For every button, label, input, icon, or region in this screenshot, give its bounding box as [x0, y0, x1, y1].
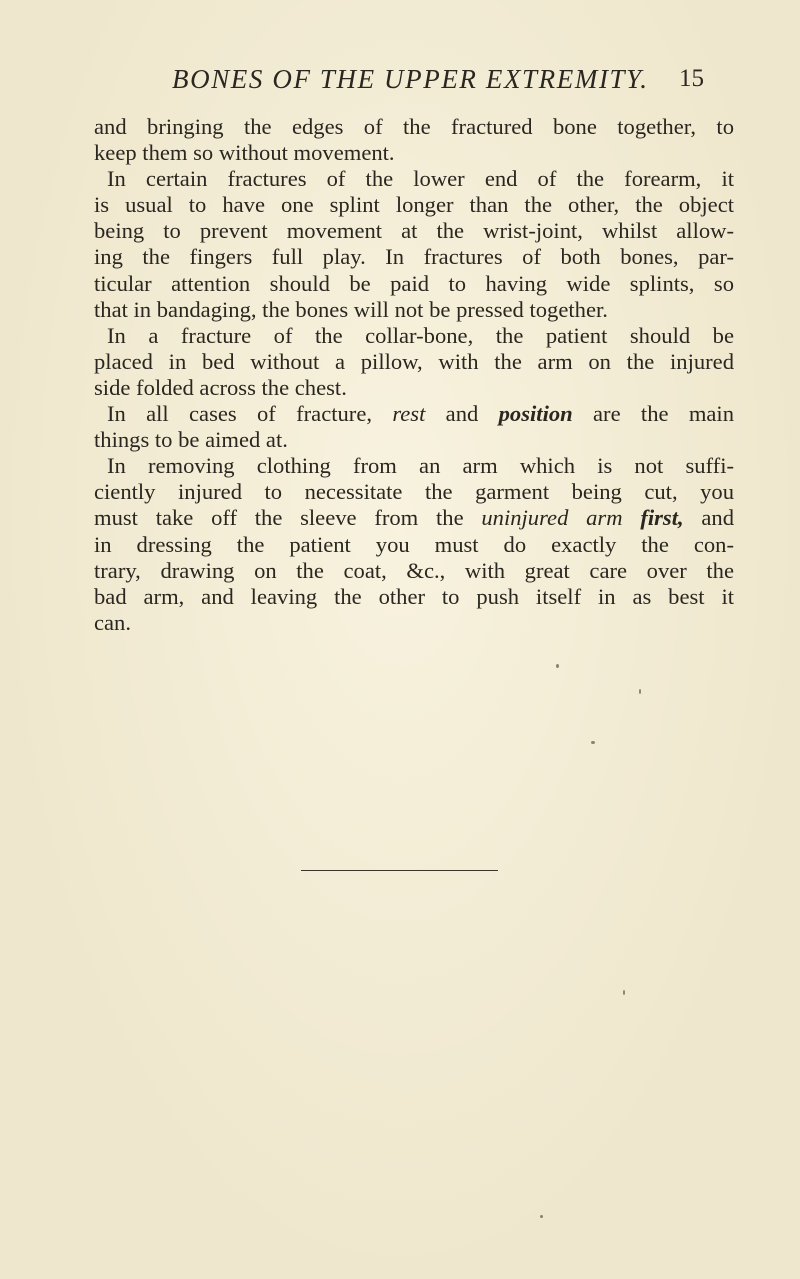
- section-end-rule: [301, 870, 498, 871]
- text-run: In all cases of fracture,: [107, 401, 393, 427]
- text-line: being to prevent movement at the wrist-joint, whilst allow-: [94, 218, 734, 244]
- page-header: [0, 64, 800, 104]
- running-head: BONES OF THE UPPER EXTREMITY.: [172, 64, 649, 94]
- paragraph-start-line: In removing clothing from an arm which is not suffi-: [107, 453, 734, 479]
- text-run: and: [701, 505, 735, 531]
- text-line: trary, drawing on the coat, &c., with great care over the: [94, 557, 734, 583]
- emphasis-position: position: [498, 401, 573, 427]
- paper-speck: [540, 1215, 543, 1218]
- text-line: keep them so without movement.: [94, 140, 395, 166]
- paragraph-start-line: In certain fractures of the lower end of the forearm, it: [107, 166, 734, 192]
- text-line: that in bandaging, the bones will not be pressed together.: [94, 296, 608, 322]
- emphasis-first: first,: [640, 505, 684, 531]
- paper-speck: [639, 689, 641, 694]
- text-line: [94, 505, 734, 531]
- page-number: 15: [679, 65, 704, 92]
- text-run: must take off the sleeve from the: [94, 505, 464, 531]
- paper-speck: [591, 741, 595, 744]
- text-run: and: [425, 401, 499, 427]
- text-line: side folded across the chest.: [94, 374, 347, 400]
- paper-speck: [623, 990, 625, 995]
- paragraph-start-line: In a fracture of the collar-bone, the patient should be: [107, 322, 734, 348]
- emphasis-uninjured-arm: uninjured arm: [481, 505, 623, 531]
- text-line: bad arm, and leaving the other to push itself in as best it: [94, 583, 734, 609]
- text-line: ciently injured to necessitate the garment being cut, you: [94, 479, 734, 505]
- text-line: is usual to have one splint longer than the other, the object: [94, 192, 734, 218]
- text-line: in dressing the patient you must do exactly the con-: [94, 531, 734, 557]
- text-line: and bringing the edges of the fractured bone together, to: [94, 114, 734, 139]
- paper-speck: [556, 664, 559, 668]
- body-text: [94, 114, 734, 636]
- emphasis-rest: rest: [392, 401, 426, 427]
- text-line: can.: [94, 609, 132, 635]
- text-run: are the main: [572, 401, 735, 427]
- text-line: placed in bed without a pillow, with the arm on the injured: [94, 348, 734, 374]
- text-line: ticular attention should be paid to having wide splints, so: [94, 270, 734, 296]
- paragraph-start-line: [94, 401, 734, 427]
- text-line: ing the fingers full play. In fractures of both bones, par-: [94, 244, 734, 270]
- text-line: things to be aimed at.: [94, 427, 288, 453]
